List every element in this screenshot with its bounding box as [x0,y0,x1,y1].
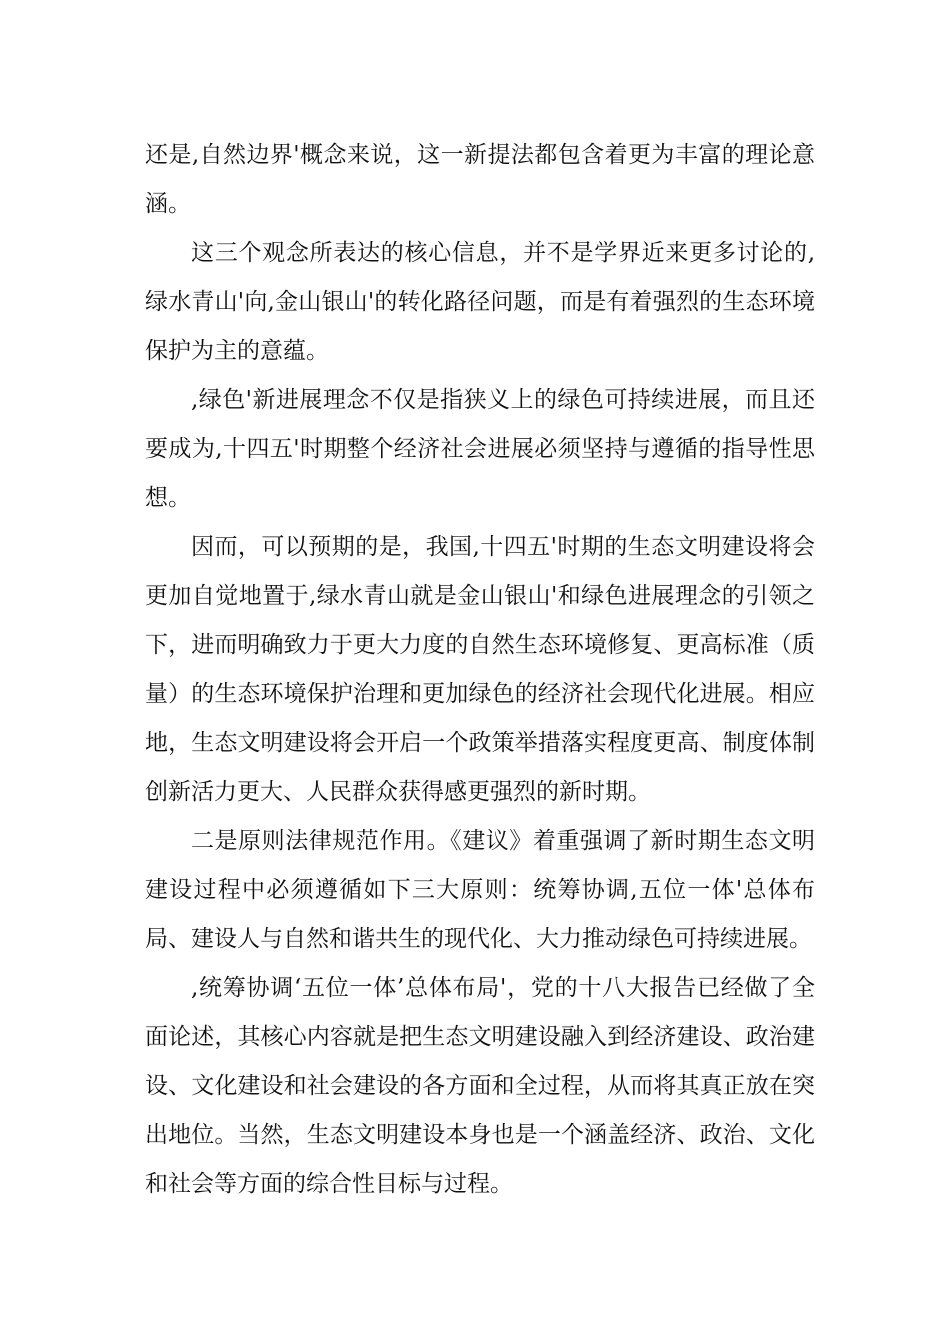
paragraph-6: ,统筹协调‘五位一体’总体布局'，党的十八大报告已经做了全面论述，其核心内容就是把生态文明建设融入到经济建设、政治建设、文化建设和社会建设的各方面和全过程，从而将其真正放在突出地位。当然，生态文明建设本身也是一个涵盖经济、政治、文化和社会等方面的综合性目标与过程。 [145,975,815,1197]
document-page [145,131,815,1209]
paragraph-5: 二是原则法律规范作用。《建议》着重强调了新时期生态文明建设过程中必须遵循如下三大原则：统筹协调,五位一体'总体布局、建设人与自然和谐共生的现代化、大力推动绿色可持续进展。 [145,828,815,952]
paragraph-1: 还是,自然边界'概念来说，这一新提法都包含着更为丰富的理论意涵。 [145,142,815,217]
paragraph-3: ,绿色'新进展理念不仅是指狭义上的绿色可持续进展，而且还要成为,十四五'时期整个经济社会进展必须坚持与遵循的指导性思想。 [145,387,815,511]
paragraph-2: 这三个观念所表达的核心信息，并不是学界近来更多讨论的,绿水青山'向,金山银山'的转化路径问题，而是有着强烈的生态环境保护为主的意蕴。 [145,240,815,364]
paragraph-4: 因而，可以预期的是，我国,十四五'时期的生态文明建设将会更加自觉地置于,绿水青山就是金山银山'和绿色进展理念的引领之下，进而明确致力于更大力度的自然生态环境修复、更高标准（质量）的生态环境保护治理和更加绿色的经济社会现代化进展。相应地，生态文明建设将会开启一个政策举措落实程度更高、制度体制创新活力更大、人民群众获得感更强烈的新时期。 [145,534,815,805]
